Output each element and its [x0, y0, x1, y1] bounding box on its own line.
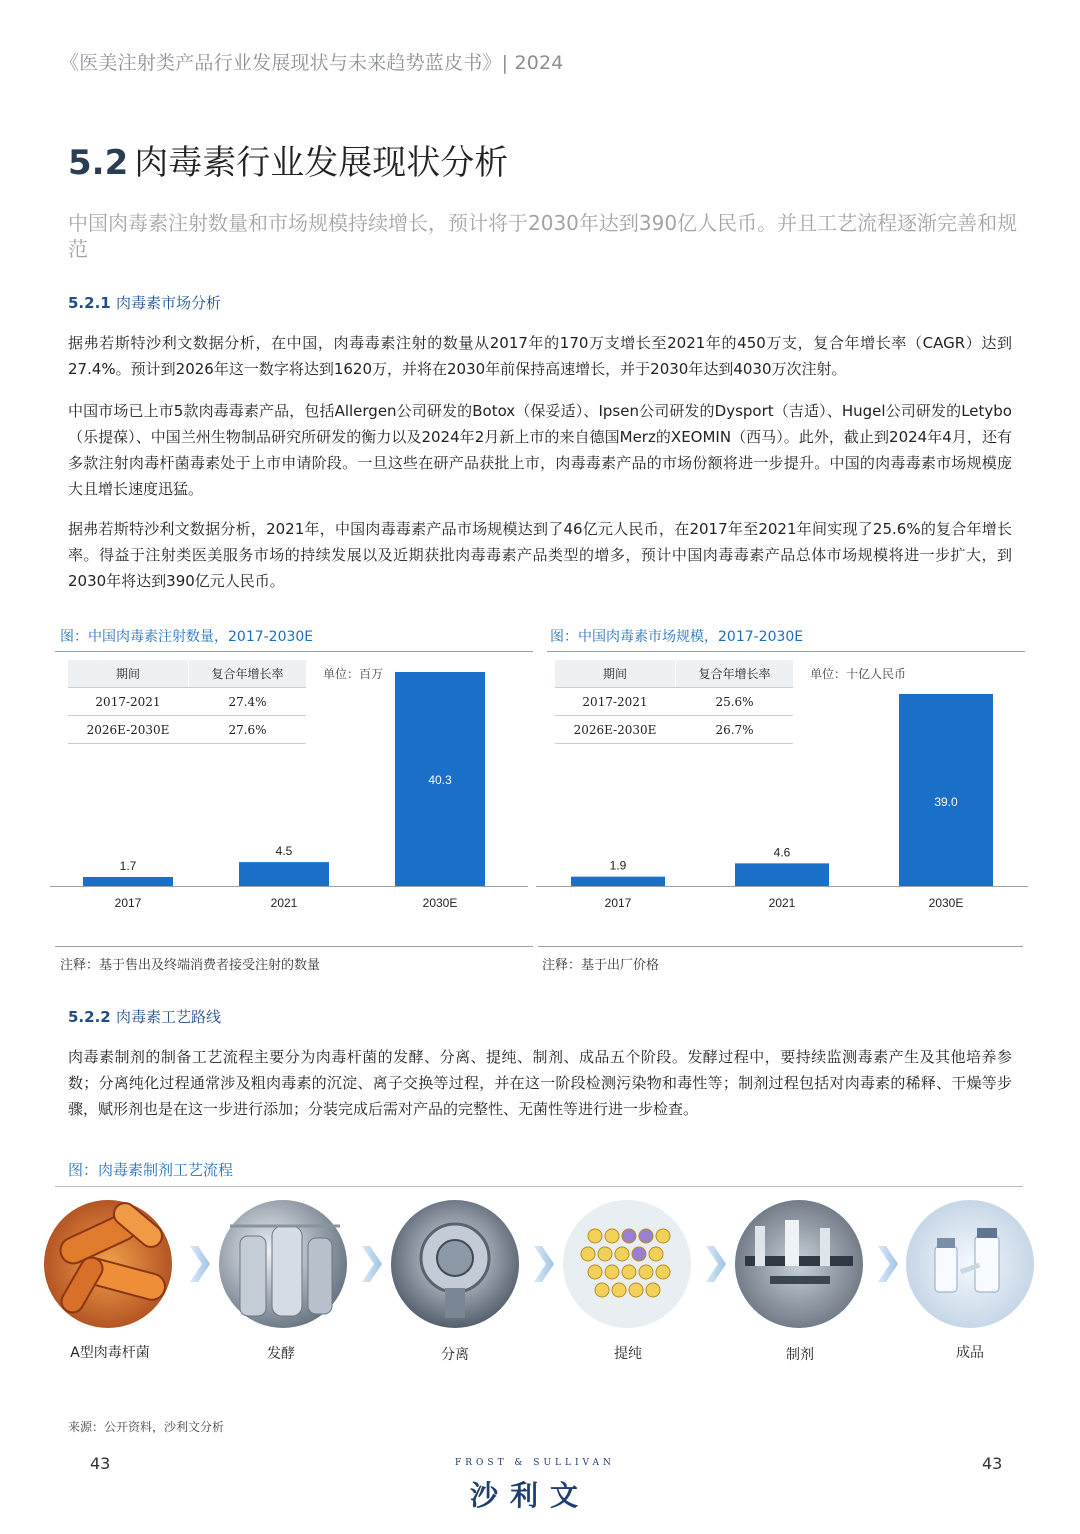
arrow-icon	[706, 1246, 726, 1282]
arrow-icon	[534, 1246, 554, 1282]
brand-logo-english: FROST & SULLIVAN	[455, 1458, 615, 1468]
paragraph: 中国市场已上市5款肉毒毒素产品，包括Allergen公司研发的Botox（保妥适）、Ipsen公司研发的Dysport（吉适）、Hugel公司研发的Letybo（乐提葆）、中国兰州生物制品研究所研发的衡力以及2024年2月新上市的来自德国Merz的XEOMIN（西马）。此外，截止到2024年4月，还有多款注射肉毒杆菌毒素处于上市申请阶段。一旦这些在研产品获批上市，肉毒毒素产品的市场份额将进一步提升。中国的肉毒毒素市场规模庞大且增长速度迅猛。	[68, 402, 1012, 498]
data-label: 1.7	[119, 858, 137, 873]
chart1-note: 注释：基于售出及终端消费者接受注射的数量	[60, 958, 321, 973]
chart2-unit: 单位：十亿人民币	[810, 667, 907, 681]
chart1-top-rule	[55, 651, 533, 652]
process-step-label: 制剂	[786, 1347, 814, 1363]
subsection-heading-2	[68, 1006, 221, 1027]
table-cell: 2017-2021	[68, 688, 189, 716]
table-cell: 2026E-2030E	[555, 716, 676, 744]
chart2-figure-title: 图：中国肉毒素市场规模，2017-2030E	[550, 629, 804, 645]
arrow-icon	[190, 1246, 210, 1282]
table-header-cagr: 复合年增长率	[189, 660, 307, 688]
data-label: 4.6	[773, 845, 791, 860]
fermentation-tank-image	[219, 1200, 347, 1328]
bar-2017	[571, 877, 665, 886]
table-header-period: 期间	[555, 660, 676, 688]
section-subtitle: 中国肉毒素注射数量和市场规模持续增长，预计将于2030年达到390亿人民币。并且工艺流程逐渐完善和规范	[68, 211, 1018, 261]
chart1-figure-title: 图：中国肉毒素注射数量，2017-2030E	[60, 629, 314, 645]
source-note: 来源：公开资料，沙利文分析	[68, 1420, 225, 1434]
x-tick-label: 2017	[604, 896, 632, 910]
bacteria-image	[44, 1199, 172, 1328]
x-tick-label: 2030E	[928, 896, 964, 910]
chart1-svg	[50, 660, 530, 920]
data-label: 4.5	[275, 844, 293, 859]
section-number: 5.2	[68, 143, 129, 183]
paragraph: 肉毒素制剂的制备工艺流程主要分为肉毒杆菌的发酵、分离、提纯、制剂、成品五个阶段。发酵过程中，要持续监测毒素产生及其他培养参数；分离纯化过程通常涉及粗肉毒素的沉淀、离子交换等过程，并在这一阶段检测污染物和毒性等；制剂过程包括对肉毒素的稀释、干燥等步骤，赋形剂也是在这一步进行添加；分装完成后需对产品的完整性、无菌性等进行进一步检查。	[68, 1048, 1012, 1118]
x-tick-label: 2017	[114, 896, 142, 910]
data-label: 1.9	[609, 858, 627, 873]
bar-2021	[735, 863, 829, 886]
x-tick-label: 2021	[768, 896, 796, 910]
report-header: 《医美注射类产品行业发展现状与未来趋势蓝皮书》| 2024	[60, 52, 564, 74]
subsection-title: 肉毒素市场分析	[115, 294, 221, 312]
separation-machine-image	[391, 1200, 519, 1328]
bar-2017	[83, 877, 173, 886]
process-step-label: 分离	[441, 1347, 469, 1363]
arrow-icon	[878, 1246, 898, 1282]
table-header-cagr: 复合年增长率	[676, 660, 794, 688]
subsection-number: 5.2.1	[68, 294, 111, 312]
chart2-top-rule	[547, 651, 1025, 652]
chart1-unit: 单位：百万	[323, 667, 384, 681]
brand-logo-chinese: 沙利文	[470, 1479, 591, 1512]
process-step-label: 发酵	[267, 1346, 295, 1362]
x-tick-label: 2021	[270, 896, 298, 910]
paragraph: 据弗若斯特沙利文数据分析，2021年，中国肉毒毒素产品市场规模达到了46亿元人民币，在2017年至2021年间实现了25.6%的复合年增长率。得益于注射类医美服务市场的持续发展以及近期获批肉毒毒素产品类型的增多，预计中国肉毒毒素产品总体市场规模将进一步扩大，到2030年将达到390亿元人民币。	[68, 520, 1012, 590]
section-title-text: 肉毒素行业发展现状分析	[134, 143, 509, 183]
table-cell: 27.6%	[189, 716, 307, 744]
purification-tubes-image	[563, 1200, 691, 1328]
data-label: 39.0	[934, 795, 958, 809]
chart2-svg	[536, 660, 1028, 920]
chart2-note: 注释：基于出厂价格	[542, 958, 660, 973]
table-cell: 27.4%	[189, 688, 307, 716]
subsection-heading-1	[68, 292, 221, 313]
process-figure-title: 图：肉毒素制剂工艺流程	[68, 1161, 234, 1179]
subsection-number: 5.2.2	[68, 1008, 111, 1026]
bar-2021	[239, 862, 329, 886]
page-number-left: 43	[90, 1454, 111, 1473]
table-cell: 2017-2021	[555, 688, 676, 716]
vials-image	[906, 1200, 1034, 1328]
table-cell: 2026E-2030E	[68, 716, 189, 744]
table-header-period: 期间	[68, 660, 189, 688]
section-title	[68, 135, 508, 184]
arrow-icon	[362, 1246, 382, 1282]
paragraph: 据弗若斯特沙利文数据分析，在中国，肉毒毒素注射的数量从2017年的170万支增长至2021年的450万支，复合年增长率（CAGR）达到27.4%。预计到2026年这一数字将达到1620万，并将在2030年前保持高速增长，并于2030年达到4030万次注射。	[68, 334, 1012, 378]
process-step-label: A型肉毒杆菌	[70, 1345, 150, 1361]
x-tick-label: 2030E	[422, 896, 458, 910]
data-label: 40.3	[428, 773, 452, 787]
chart2-bottom-rule	[538, 946, 1023, 947]
process-images	[40, 1196, 1040, 1336]
table-cell: 25.6%	[676, 688, 794, 716]
formulation-line-image	[735, 1200, 863, 1328]
bar-2030E	[899, 694, 993, 886]
process-step-label: 成品	[956, 1345, 984, 1361]
table-cell: 26.7%	[676, 716, 794, 744]
subsection-title: 肉毒素工艺路线	[115, 1008, 221, 1026]
page-number-right: 43	[982, 1454, 1003, 1473]
process-step-label: 提纯	[614, 1346, 642, 1362]
chart1-bottom-rule	[55, 946, 533, 947]
process-top-rule	[55, 1186, 1023, 1187]
